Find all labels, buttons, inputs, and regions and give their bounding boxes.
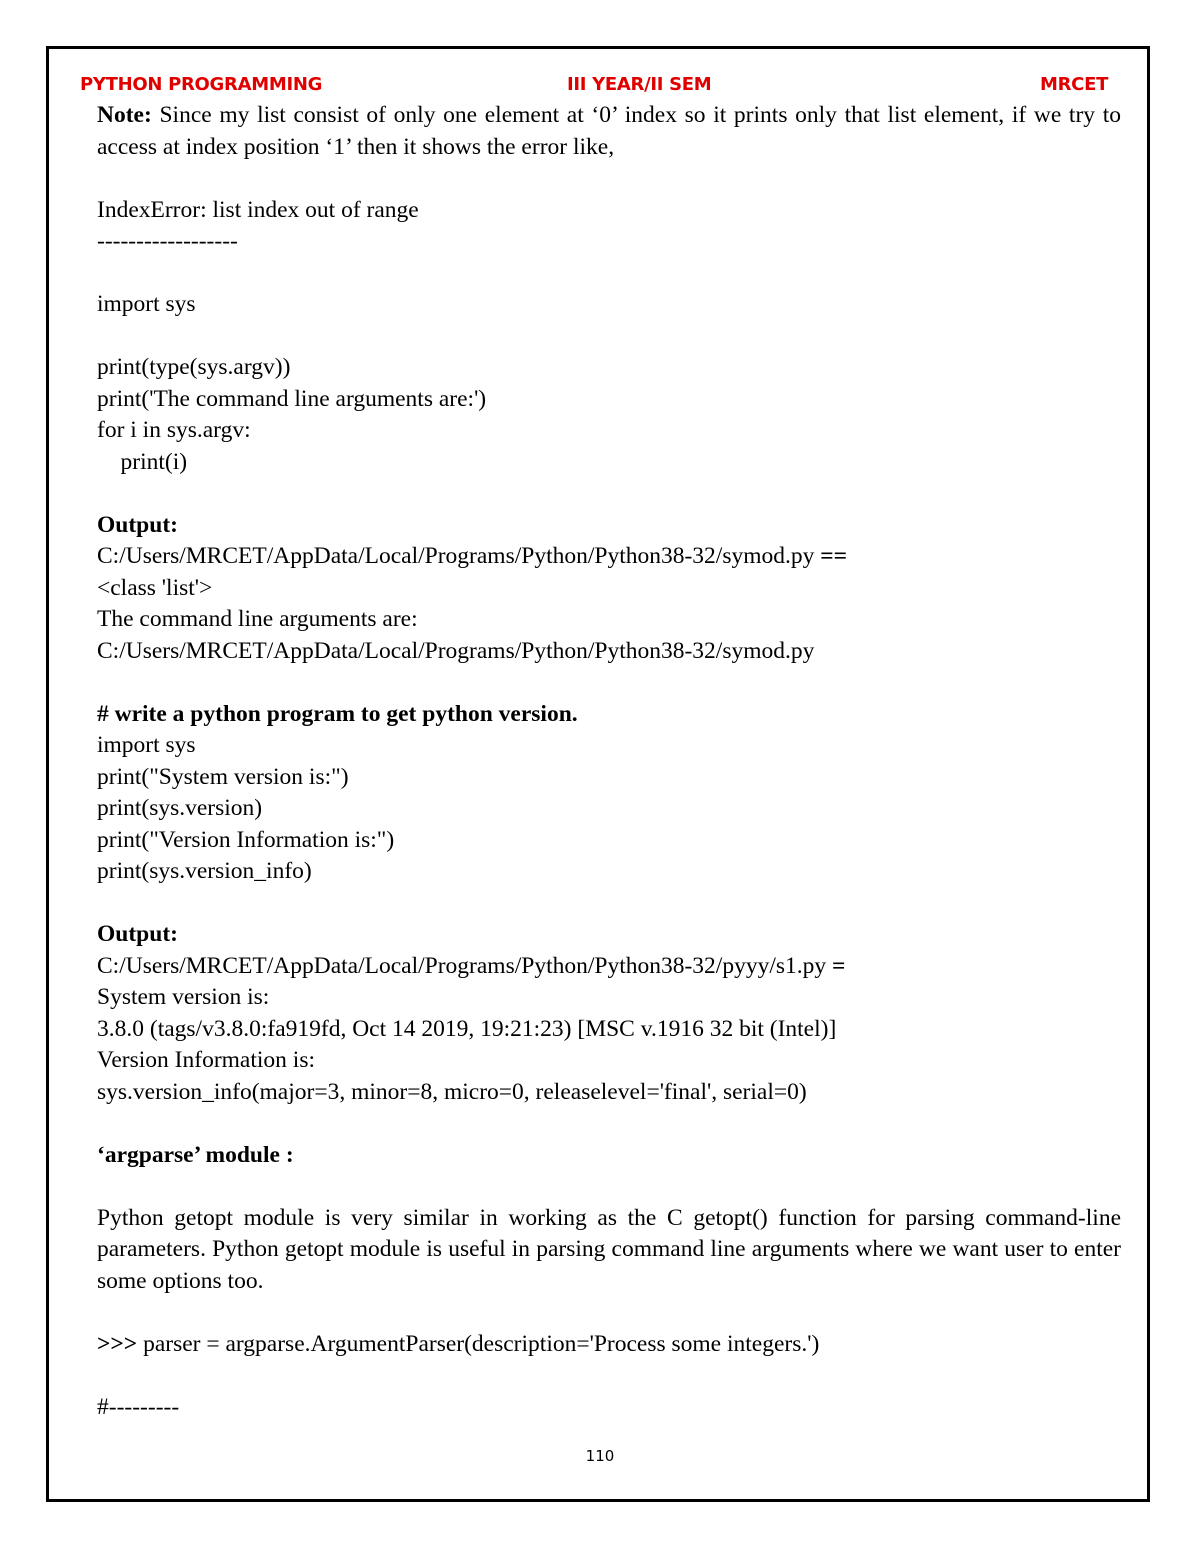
code-line: print(sys.version_info) bbox=[97, 858, 312, 884]
header-course-title: PYTHON PROGRAMMING bbox=[80, 74, 323, 95]
output-line: System version is: bbox=[97, 984, 270, 1010]
code-line: print(sys.version) bbox=[97, 795, 263, 821]
output-line: The command line arguments are: bbox=[97, 606, 418, 632]
output-path: C:/Users/MRCET/AppData/Local/Programs/Python/Python38-32/pyyy/s1.py bbox=[97, 952, 833, 979]
code-line: print('The command line arguments are:') bbox=[97, 385, 487, 412]
section-heading-argparse: ‘argparse’ module : bbox=[97, 1141, 294, 1168]
code-block-argv bbox=[97, 352, 1121, 478]
code-line: print(type(sys.argv)) bbox=[97, 354, 291, 380]
header-institution: MRCET bbox=[1040, 74, 1109, 95]
argparse-code: parser = argparse.ArgumentParser(description='Process some integers.') bbox=[137, 1330, 820, 1357]
separator-line: #--------- bbox=[97, 1393, 180, 1420]
output-line: Version Information is: bbox=[97, 1047, 315, 1073]
code-line: for i in sys.argv: bbox=[97, 417, 251, 443]
note-paragraph bbox=[97, 100, 1121, 163]
output-marker: = bbox=[832, 952, 846, 979]
page-content bbox=[97, 100, 1121, 1423]
header-year-semester: III YEAR/II SEM bbox=[567, 74, 712, 95]
code-import-line: import sys bbox=[97, 291, 196, 317]
note-label: Note: bbox=[97, 102, 152, 128]
page-number: 110 bbox=[585, 1447, 615, 1465]
output-line bbox=[97, 541, 1121, 573]
code-line: import sys bbox=[97, 732, 196, 758]
output-line bbox=[97, 951, 1121, 983]
argparse-paragraph: Python getopt module is very similar in working as the C getopt() function for parsing command-line parameters. Python getopt module is useful in parsing command line arguments where we want user to enter some options too. bbox=[97, 1204, 1121, 1294]
output-line: 3.8.0 (tags/v3.8.0:fa919fd, Oct 14 2019, 19:21:23) [MSC v.1916 32 bit (Intel)] bbox=[97, 1015, 837, 1042]
note-text: Since my list consist of only one element at ‘0’ index so it prints only that list element, if we try to access at index position ‘1’ then it shows the error like, bbox=[97, 102, 1121, 160]
output-heading: Output: bbox=[97, 921, 178, 947]
output-line: C:/Users/MRCET/AppData/Local/Programs/Python/Python38-32/symod.py bbox=[97, 637, 815, 664]
prompt-marker: >>> bbox=[97, 1330, 138, 1357]
output-line: <class 'list'> bbox=[97, 574, 213, 601]
code-line: print("Version Information is:") bbox=[97, 826, 395, 853]
index-error-line: IndexError: list index out of range bbox=[97, 196, 419, 223]
separator-line: ------------------ bbox=[97, 228, 238, 254]
section-heading-version: # write a python program to get python version. bbox=[97, 700, 578, 727]
output-line: sys.version_info(major=3, minor=8, micro=0, releaselevel='final', serial=0) bbox=[97, 1078, 807, 1105]
code-line: print(i) bbox=[97, 448, 188, 475]
argparse-code-line bbox=[97, 1329, 1121, 1361]
output-marker: == bbox=[820, 543, 848, 569]
output-path: C:/Users/MRCET/AppData/Local/Programs/Python/Python38-32/symod.py bbox=[97, 543, 821, 569]
code-line: print("System version is:") bbox=[97, 763, 349, 790]
output-heading: Output: bbox=[97, 511, 178, 538]
code-block-version bbox=[97, 730, 1121, 888]
